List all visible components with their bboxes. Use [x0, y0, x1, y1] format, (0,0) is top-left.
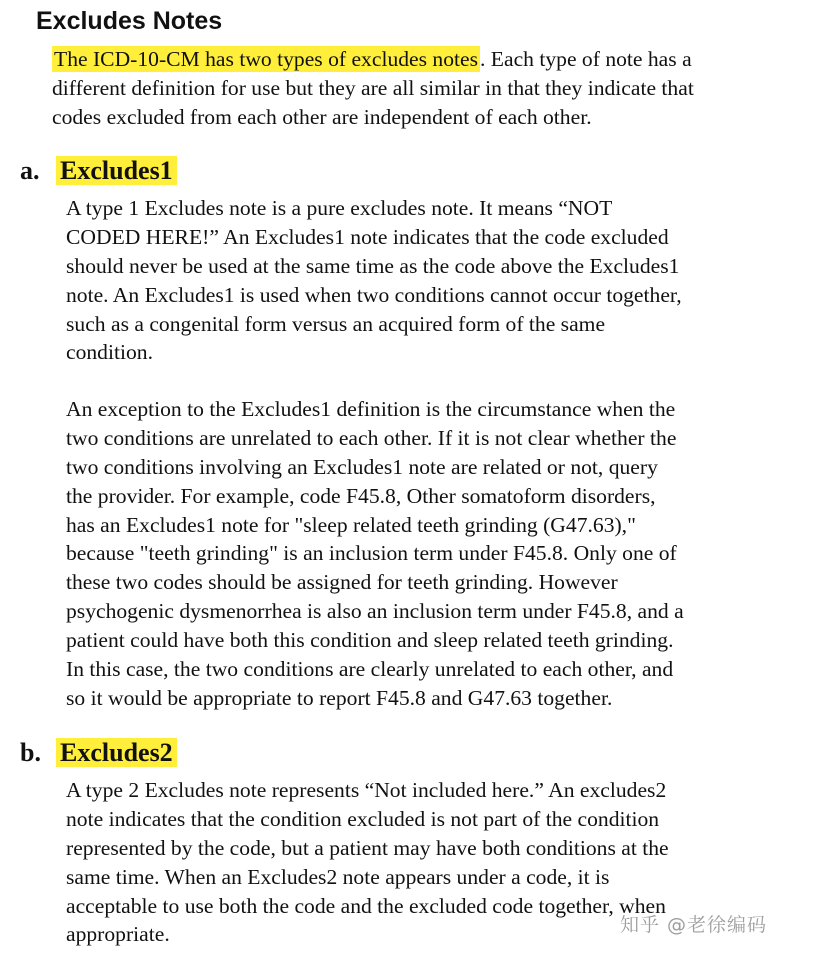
text-line: A type 2 Excludes note represents “Not included here.” An excludes2 [66, 778, 667, 802]
text-line: should never be used at the same time as the code above the Excludes1 [66, 253, 680, 278]
intro-line [52, 45, 694, 74]
text-line: A type 1 Excludes note is a pure excludes note. It means “NOT [66, 196, 613, 220]
intro-highlight: The ICD-10-CM has two types of excludes notes [54, 47, 478, 71]
text-line: same time. When an Excludes2 note appears under a code, it is [66, 864, 610, 889]
text-line: so it would be appropriate to report F45.8 and G47.63 together. [66, 685, 613, 710]
section-a-heading [20, 154, 177, 188]
section-b-name: Excludes2 [56, 738, 177, 767]
text-line: has an Excludes1 note for "sleep related teeth grinding (G47.63)," [66, 512, 636, 537]
intro-line1-rest: . Each type of note has a [480, 47, 692, 71]
intro-paragraph [52, 45, 694, 132]
section-a-paragraph-1 [66, 194, 682, 367]
section-b-paragraph-1 [66, 776, 669, 949]
section-a-paragraph-2 [66, 395, 684, 713]
text-line: In this case, the two conditions are clearly unrelated to each other, and [66, 657, 674, 682]
text-line: the provider. For example, code F45.8, Other somatoform disorders, [66, 483, 656, 508]
text-line: because "teeth grinding" is an inclusion term under F45.8. Only one of [66, 541, 677, 566]
text-line: two conditions involving an Excludes1 note are related or not, query [66, 454, 658, 479]
text-line: such as a congenital form versus an acquired form of the same [66, 311, 606, 336]
text-line: note. An Excludes1 is used when two conditions cannot occur together, [66, 282, 682, 307]
text-line: condition. [66, 340, 153, 365]
text-line: patient could have both this condition and sleep related teeth grinding. [66, 628, 674, 653]
text-line: two conditions are unrelated to each other. If it is not clear whether the [66, 425, 677, 450]
intro-line: codes excluded from each other are independent of each other. [52, 104, 592, 129]
text-line: CODED HERE!” An Excludes1 note indicates that the code excluded [66, 224, 669, 249]
section-b-heading [20, 736, 177, 770]
intro-line: different definition for use but they are all similar in that they indicate that [52, 75, 694, 100]
page-title: Excludes Notes [36, 7, 223, 35]
section-a-letter: a. [20, 156, 40, 185]
text-line: psychogenic dysmenorrhea is also an inclusion term under F45.8, and a [66, 599, 684, 624]
text-line: acceptable to use both the code and the excluded code together, when [66, 893, 666, 918]
text-line: these two codes should be assigned for teeth grinding. However [66, 570, 618, 595]
text-line: note indicates that the condition excluded is not part of the condition [66, 806, 660, 831]
text-line: represented by the code, but a patient may have both conditions at the [66, 835, 669, 860]
text-line: appropriate. [66, 922, 170, 947]
section-b-letter: b. [20, 738, 41, 767]
section-a-name: Excludes1 [56, 156, 177, 185]
text-line: An exception to the Excludes1 definition is the circumstance when the [66, 397, 676, 421]
watermark: 知乎 @老徐编码 [620, 914, 768, 936]
